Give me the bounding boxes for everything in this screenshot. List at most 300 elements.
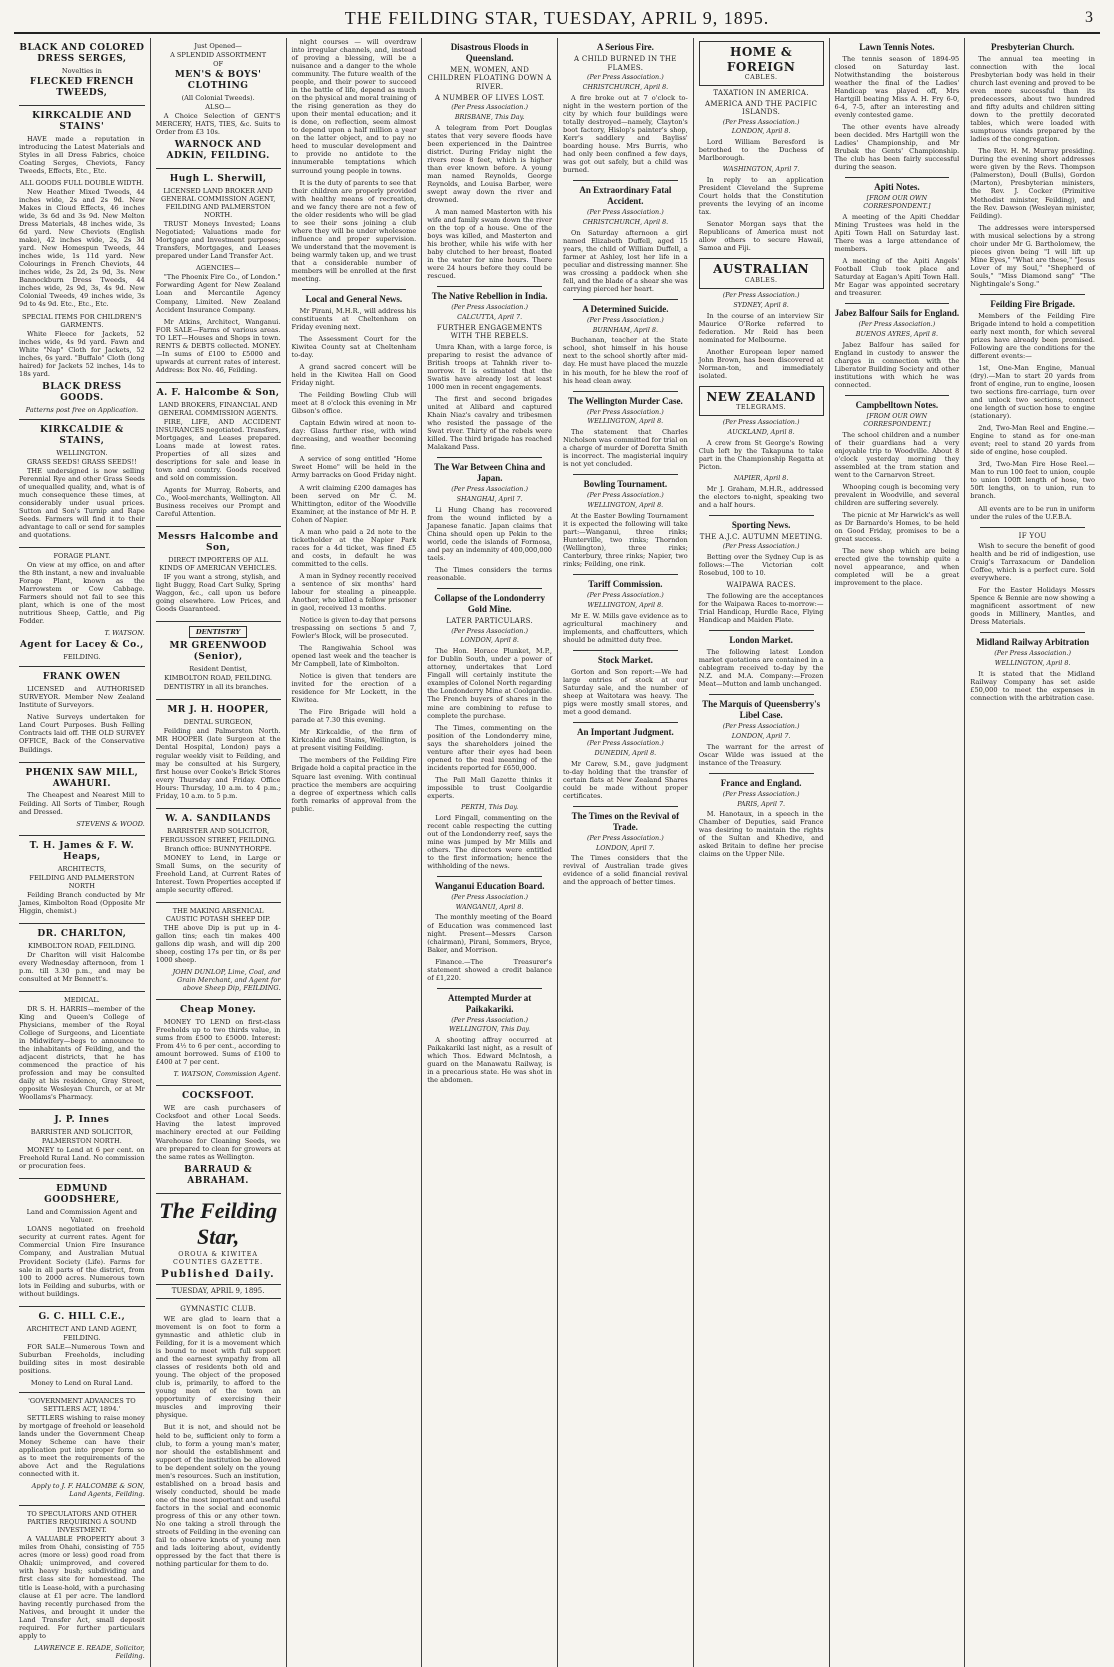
article-heading: Jabez Balfour Sails for England.	[834, 308, 960, 319]
ad-sheep-dip	[156, 903, 281, 1000]
ad-text: WE are cash purchasers of Cocksfoot and other Local Seeds. Having the latest improved machinery erected at our Feilding Warehouse for Cleaning Seeds, we are prepared to clean for growers at the same rates as Wellington.	[155, 1104, 281, 1161]
ad-text: Dr Charlton will visit Halcombe every Wednesday afternoon, from 1 p.m. till 3.30 p.m., and may be consulted at Mr Bennett's.	[19, 950, 145, 983]
ad-cheap-money	[156, 1000, 281, 1086]
article-heading: Disastrous Floods in Queensland.	[450, 42, 529, 63]
ad-heading: DR. CHARLTON,	[37, 928, 127, 939]
article-text: The new shop which are being erected give the township quite a novel appearance, and when completed will be a great improvement to the place.	[834, 547, 960, 588]
dateline: BUENOS AYRES, April 8.	[855, 330, 938, 339]
ad-line: ARCHITECT AND LAND AGENT,	[26, 1324, 137, 1333]
article-nz-telegrams	[699, 419, 824, 509]
divider	[573, 299, 678, 300]
article-text: Betting over the Sydney Cup is as follows:—The Victorian colt Rosebud, 100 to 10.	[698, 553, 824, 578]
ad-heading: Messrs Halcombe and Son,	[157, 532, 279, 554]
article-text: Li Hung Chang has recovered from the wound inflicted by a Japanese fanatic. Japan claims that China should open up Pekin to the world, cede the islands of Formosa, and pay an indemnity of 400,000,000 taels.	[427, 505, 553, 563]
press-association: (Per Press Association.)	[722, 290, 800, 299]
columns	[14, 38, 1100, 1660]
dateline: WELLINGTON, April 8.	[587, 417, 664, 426]
press-association: (Per Press Association.)	[451, 303, 528, 312]
article-heading: Presbyterian Church.	[991, 42, 1075, 52]
article-text: In reply to an application President Cleveland the Supreme Court holds that the Constitution prevents the levying of an income tax.	[698, 176, 824, 217]
ad-halcombe	[156, 383, 281, 527]
article-text: It is stated that the Midland Railway Company has set aside £50,000 to meet the expenses in connection with the arbitration case.	[970, 670, 1095, 703]
dateline: LONDON, April 7.	[596, 843, 655, 852]
ad-text: LICENSED and AUTHORISED SURVEYOR. Member New Zealand Institute of Surveyors.	[19, 685, 145, 710]
dateline: LONDON, April 8.	[460, 636, 519, 645]
article-heading: Attempted Murder at Paikakariki.	[447, 992, 532, 1014]
article-judgment	[563, 727, 688, 800]
article-text: Members of the Feilding Fire Brigade intend to hold a competition early next month, for which several prizes have already been promised. Following are the conditions for the different events:—	[970, 311, 1095, 360]
masthead	[14, 4, 1100, 34]
dateline: SYDNEY, April 8.	[733, 300, 789, 309]
article-text: The Times considers the terms reasonable.	[427, 566, 552, 583]
article-subheading: A CHILD BURNED IN THE FLAMES.	[574, 54, 677, 72]
divider	[437, 457, 542, 458]
article-text: The picnic at Mr Harwick's as well as Dr Barnardo's Homes, to be held on Good Friday, promises to be a great success.	[834, 510, 960, 544]
ad-subheading: 'GOVERNMENT ADVANCES TO SETTLERS ACT, 1894.'	[28, 1396, 136, 1413]
article-subheading: AMERICA AND THE PACIFIC ISLANDS.	[704, 99, 818, 117]
ad-hooper	[156, 700, 281, 808]
article-fire-brigade	[970, 299, 1095, 521]
article-text: The following are the acceptances for the Waipawa Races to-morrow:—Trial Handicap, Hurdle Race, Flying Handicap and Maiden Plate.	[698, 591, 824, 624]
article-taxation-america	[699, 89, 824, 252]
column-2	[150, 38, 286, 1667]
divider	[437, 988, 542, 989]
section-subtitle: CABLES.	[744, 73, 778, 82]
section-home-foreign-cables	[699, 41, 824, 86]
article-text: The other events have already been decided. Mrs Hartgill won the Ladies' Championship, and Mr Brubak the Gents' Championship. The club has been fairly successful during the season.	[834, 123, 960, 172]
ad-government-advances	[19, 1393, 145, 1506]
dateline: WANGANUI, April 8.	[455, 902, 524, 911]
ad-line: KIMBOLTON ROAD, FEILDING.	[28, 941, 136, 950]
ad-line: LICENSED LAND BROKER AND GENERAL COMMISSION AGENT, FEILDING AND PALMERSTON NORTH.	[160, 187, 276, 220]
article-text: Lord William Beresford is betrothed to the Duchess of Marlborough.	[698, 138, 824, 163]
article-text: Notice is given that tenders are invited for the erection of a residence for Mr Lockett, in the Kiwitea.	[291, 672, 417, 705]
ad-innes	[19, 1110, 145, 1179]
press-association: (Per Press Association.)	[587, 73, 664, 82]
ad-text: Native Surveys undertaken for Land Court Purposes. Bush Felling Contracts laid off. THE OLD SURVEY OFFICE, Back of the Conservative Buildings.	[19, 713, 145, 754]
paper-subtitle: OROUA & KIWITEA COUNTIES GAZETTE.	[173, 1250, 264, 1266]
section-title: HOME & FOREIGN	[726, 45, 796, 74]
press-association: (Per Press Association.)	[587, 591, 664, 600]
article-text: The Times, commenting on the position of the Londonderry mine, says the shareholders joined the venture after their eyes had been opened to the real meaning of the incidents reported for £650,000.	[427, 723, 552, 772]
divider	[845, 395, 950, 396]
ad-text: SETTLERS wishing to raise money by mortgage of freehold or leasehold lands under the Government Cheap Money Scheme can have their application put into proper form so as to meet the requirements of the above Act and the Regulations connected with it.	[19, 1413, 145, 1479]
divider	[573, 574, 678, 575]
ad-heading: KIRKCALDIE AND STAINS'	[32, 110, 132, 132]
page-number: 3	[1085, 9, 1094, 26]
article-heading: Local and General News.	[305, 293, 403, 304]
article-paikakariki	[427, 993, 552, 1085]
ad-line: FERGUSSON STREET, FEILDING.	[160, 835, 276, 844]
article-text: M. Hanotaux, in a speech in the Chamber of Deputies, said France was desiring to maintain the rights of the Sultan and Khedive, and asked Britain to define her precise claims on the Upper Nile.	[698, 810, 824, 859]
article-subheading: WAIPAWA RACES.	[726, 581, 796, 590]
ad-line: FEILDING AND PALMERSTON NORTH	[29, 873, 135, 890]
ad-subheading: ALL GOODS FULL DOUBLE WIDTH.	[19, 179, 144, 187]
divider	[709, 694, 814, 695]
ad-speculators	[19, 1506, 145, 1667]
press-association: (Per Press Association.)	[451, 1015, 528, 1024]
dateline: DUNEDIN, April 8.	[594, 748, 657, 757]
article-text: A shooting affray occurred at Paikakariki last night, as a result of which Thos. Edward McIntosh, a guard on the Manawatu Railway, is in a precarious state. He was shot in the abdomen.	[427, 1036, 552, 1085]
ad-sherwill	[156, 169, 281, 383]
article-midland-railway	[970, 637, 1095, 702]
ad-subheading: MEDICAL.	[64, 995, 100, 1004]
article-text: Another European leper named John Brown, has been discovered at Norman-ton, and immediately isolated.	[698, 347, 824, 380]
ad-heading: KIRKCALDIE & STAINS,	[40, 424, 124, 446]
article-text: The tennis season of 1894-95 closed on Saturday last. Notwithstanding the boisterous weather the final of the Ladies' Handicap was played off, Mrs Hartgill beating Miss A. H. Fry 6-0, 6-4, 7-5, after an interesting and evenly contested game.	[834, 54, 960, 120]
ad-phoenix-saw-mill	[19, 763, 145, 836]
article-heading: Feilding Fire Brigade.	[990, 298, 1075, 309]
article-text: Mr E. W. Mills gave evidence as to agricultural machinery and implements, and chaffcutters, which should be admitted duty free.	[563, 611, 688, 644]
ad-text: A VALUABLE PROPERTY about 3 miles from Ohahi, consisting of 755 acres (more or less) good road from Ohakii; unimproved, and covered with heavy bush; subdividing and first class site for homestead. The title is Lease-hold, with a purchasing clause at £1 per acre. The landlord having recently purchased from the Natives, and brought it under the Land Transfer Act, small deposit required. For further particulars apply to	[19, 1535, 145, 1640]
article-text: The Feilding Bowling Club will meet at 8 o'clock this evening in Mr Gibson's office.	[291, 391, 417, 416]
ad-heading: BLACK DRESS GOODS.	[42, 381, 122, 403]
article-text: 3rd, Two-Man Fire Hose Reel.—Man to run 100 feet to union, couple to union 100ft length of hose, two 50ft lengths, on to union, run to branch.	[970, 460, 1095, 501]
ad-line: A SPLENDID ASSORTMENT	[170, 51, 267, 60]
ad-kirkcaldie-stains	[19, 106, 145, 420]
ad-line: Land and Commission Agent and Valuer.	[26, 1208, 138, 1225]
article-gymnastic-club-cont	[292, 38, 417, 283]
dateline: WELLINGTON, April 8.	[994, 659, 1071, 668]
article-heading: An Extraordinary Fatal Accident.	[579, 184, 672, 206]
press-association: (Per Press Association.)	[587, 833, 664, 842]
ad-heading: Hugh L. Sherwill,	[169, 174, 267, 185]
divider	[980, 632, 1085, 633]
ad-heading: Cheap Money.	[179, 1005, 257, 1016]
article-text: Gorton and Son report:—We had large entries of stock at our Saturday sale, and the number of sheep at Waitotara was heavy. The pigs were mostly small stores, and met a good demand.	[563, 667, 688, 716]
dateline: CALCUTTA, April 7.	[457, 313, 523, 322]
ad-signature: Apply to J. F. HALCOMBE & SON, Land Agents, Feilding.	[31, 1482, 145, 1499]
article-text: The Assessment Court for the Kiwitea County sat at Cheltenham to-day.	[291, 335, 417, 360]
article-text: Umra Khan, with a large force, is preparing to resist the advance of British troops at Tahnkh river to-morrow. It is estimated that the Swatis have already lost at least 1000 men in recent engagements.	[427, 342, 552, 392]
ad-text: DENTISTRY in all its branches.	[163, 683, 269, 692]
article-text: A meeting of the Apiti Cheddar Mining Trustees was held in the Apiti Town Hall on Saturday last. There was a large attendance of members.	[834, 213, 960, 254]
ad-heading: WARNOCK AND ADKIN, FEILDING.	[166, 140, 270, 162]
article-text: Captain Edwin wired at noon to-day: Glass further rise, with wind decreasing, and weather becoming fine.	[291, 419, 417, 452]
ad-line: WELLINGTON.	[56, 448, 108, 457]
divider	[437, 588, 542, 589]
article-text: But it is not, and should not be held to be, sufficient only to form a club, to form a young man's mater, nor should the establishment and support of the institution be allowed to be dependent solely on the young men's resources. Such an institution, established on a broad basis and wisely conducted, should be made one of the most important and useful factors in the social and economic progress of this or any other town. No one taking a stroll through the streets of Feilding in the evening can fail to observe knots of young men and lads loitering about, evidently oppressed by the fact that there is nothing particular for them to do.	[155, 1423, 281, 1568]
paper-masthead	[156, 1194, 281, 1303]
dateline: BRISBANE, This Day.	[454, 112, 525, 121]
article-text: Whooping cough is becoming very prevalent in Woodville, and several children are suffering severely.	[834, 482, 960, 507]
divider	[709, 630, 814, 631]
column-1	[14, 38, 150, 1667]
article-heading: Apiti Notes.	[874, 182, 920, 193]
ad-dress-serges	[19, 38, 145, 106]
divider	[709, 515, 814, 516]
article-text: WE are glad to learn that a movement is on foot to form a gymnastic and athletic club in Feilding, for it is a movement which is bound to meet with full support and the earnest sympathy from all classes of residents both old and young. The object of the proposed club is, primarily, to afford to the young men of the town an opportunity of exercising their muscles and improving their physique.	[155, 1315, 281, 1420]
ad-note: Patterns post free on Application.	[25, 405, 139, 414]
article-text: Mr Carew, S.M., gave judgment to-day holding that the transfer of certain flats at New Zealand Shares could be made without proper certificates.	[563, 759, 688, 800]
article-serious-fire	[563, 42, 688, 174]
article-text: The Pall Mall Gazette thinks it impossible to trust Coolgardie experts.	[427, 775, 552, 800]
ad-line: DIRECT IMPORTERS OF ALL KINDS OF AMERICAN VEHICLES.	[159, 556, 277, 573]
ad-text: "The Phoenix Fire Co., of London." Forwarding Agent for New Zealand Loan and Mercantile Agency Company, Limited. New Zealand Accident Insurance Company.	[155, 273, 281, 314]
divider	[573, 391, 678, 392]
article-text: Finance.—The Treasurer's statement showed a credit balance of £1,220.	[427, 957, 552, 982]
ad-text: FIRE, LIFE, AND ACCIDENT INSURANCES negotiated. Transfers, Mortgages, and Leases prepared. Loans made at lowest rates. Properties of all sizes and descriptions for sale and lease in town and country. Goods received and sold on commission.	[155, 417, 281, 483]
ad-heading: COCKSFOOT.	[182, 1091, 255, 1102]
section-title: AUSTRALIAN	[713, 262, 810, 277]
article-heading: London Market.	[729, 634, 793, 645]
section-subtitle: CABLES.	[744, 276, 778, 285]
article-text: The first and second brigades united at Alibard and captured Khain Niaz's cavalry and tribesmen who resisted the passage of the Swat river. Thirty of the rebels were killed. The third brigade has reached Malakand Pass.	[427, 395, 552, 452]
article-text: A crew from St George's Rowing Club left by the Takapuna to take part in the Championship Regatta at Picton.	[698, 438, 824, 471]
article-text: The school children and a number of their guardians had a very enjoyable trip to Woodville. About 8 o'clock yesterday morning they assembled at the tram station and went to the Carnarvon Street.	[834, 430, 960, 479]
press-association: (Per Press Association.)	[722, 722, 800, 730]
ad-line: Branch office: BUNNYTHORPE.	[164, 844, 272, 853]
ad-text: THE above Dip is put up in 4-gallon tins; each tin makes 400 gallons dip wash, and will dip 200 sheep, costing 17s per tin, or 8s per 1000 sheep.	[155, 923, 281, 965]
ad-subheading: TO SPECULATORS AND OTHER PARTIES REQUIRING A SOUND INVESTMENT.	[27, 1510, 137, 1535]
article-heading: A Determined Suicide.	[582, 303, 669, 314]
dateline: CHRISTCHURCH, April 8.	[582, 217, 669, 226]
ad-line: Resident Dentist,	[189, 665, 248, 674]
press-association: (Per Press Association.)	[994, 649, 1071, 658]
press-association: (Per Press Association.)	[451, 626, 528, 635]
divider	[980, 294, 1085, 295]
ad-hill	[19, 1307, 145, 1393]
ad-signature: T. WATSON, Commission Agent.	[173, 1070, 281, 1079]
article-sporting-news	[699, 520, 824, 624]
ad-signature: T. WATSON.	[104, 629, 145, 638]
divider	[573, 806, 678, 807]
article-france-england	[699, 778, 824, 859]
article-queensland-floods	[427, 42, 552, 280]
press-association: (Per Press Association.)	[722, 117, 800, 126]
article-heading: An Important Judgment.	[576, 727, 674, 737]
ad-heading: FRANK OWEN	[42, 672, 121, 683]
article-text: The monthly meeting of the Board of Education was commenced last night. Present—Messrs Carson (chairman), Pirani, Sommers, Bryce, Baker, and Morrison.	[427, 913, 552, 954]
article-text: The Fire Brigade will hold a parade at 7.30 this evening.	[291, 708, 417, 725]
dateline: NAPIER, April 8.	[733, 473, 789, 482]
dateline: LONDON, April 7.	[731, 731, 791, 740]
ad-heading: Agent for Lacey & Co.,	[19, 640, 144, 651]
press-association: (Per Press Association.)	[587, 207, 664, 216]
article-text: A service of song entitled "Home Sweet Home" will be held in the Army barracks on Good Friday night.	[291, 455, 417, 480]
masthead-title: THE FEILDING STAR, TUESDAY, APRIL 9, 1895.	[344, 7, 770, 28]
article-text: Jabez Balfour has sailed for England in custody to answer the charges in connection with the Liberator Building Society and other institutions with which he was connected.	[834, 340, 960, 390]
article-jabez-balfour	[835, 308, 960, 389]
dateline: PERTH, This Day.	[461, 802, 519, 811]
ad-line: Just Opened—	[194, 42, 242, 50]
ad-heading: PHŒNIX SAW MILL, AWAHURI.	[25, 767, 139, 789]
column-8	[964, 38, 1100, 1667]
article-text: A writ claiming £200 damages has been served on Mr C. M. Whittington, editor of the Woodville Examiner, at the instance of Mr H. P. Cohen of Napier.	[291, 483, 417, 524]
ad-line: KIMBOLTON ROAD, FEILDING.	[164, 674, 272, 683]
article-text: The Rangiwahia School was opened last week and the teacher is Mr Campbell, late of Kimbolton.	[291, 644, 417, 669]
article-wanganui-education	[427, 881, 552, 982]
ad-kirkcaldie-wellington	[19, 420, 145, 548]
ad-signature: JOHN DUNLOP, Lime, Coal, and Grain Merchant, and Agent for above Sheep Dip, FEILDING.	[172, 968, 281, 993]
article-heading: Tariff Commission.	[588, 579, 663, 590]
press-association: (Per Press Association.)	[587, 491, 664, 500]
divider	[302, 289, 407, 290]
article-text: The Times considers that the revival of Australian trade gives evidence of a solid financial revival and the approach of better times.	[563, 854, 688, 887]
press-association: (Per Press Association.)	[722, 789, 800, 798]
article-text: Mr Kirkcaldie, of the firm of Kirkcaldie and Stains, Wellington, is at present visiting Feilding.	[291, 728, 417, 753]
ad-signature: LAWRENCE E. READE, Solicitor, Feilding.	[34, 1643, 145, 1660]
ad-line: Novelties in	[61, 66, 102, 75]
ad-line: PALMERSTON NORTH.	[41, 1137, 122, 1146]
ad-line: ALSO—	[205, 103, 231, 112]
article-lawn-tennis	[835, 42, 960, 171]
article-subheading: LATER PARTICULARS.	[446, 617, 533, 626]
ad-subheading: THE MAKING ARSENICAL CAUSTIC POTASH SHEEP DIP.	[165, 906, 271, 923]
dateline: WELLINGTON, April 8.	[587, 600, 664, 609]
article-text: 1st, One-Man Engine, Manual (dry).—Man to start 20 yards from front of engine, run to engine, loosen two sections fire-carriage, turn over and unlock two sections, connect one length of suction hose to engine (stationary).	[970, 364, 1095, 421]
dentistry-badge: DENTISTRY	[189, 626, 247, 638]
ad-heading: W. A. SANDILANDS	[165, 813, 272, 824]
article-heading: IF YOU	[1018, 531, 1047, 540]
paper-date: TUESDAY, APRIL 9, 1895.	[156, 1284, 281, 1299]
correspondent-line: [FROM OUR OWN CORRESPONDENT.]	[863, 412, 931, 428]
column-3	[286, 38, 422, 1667]
dateline: WELLINGTON, April 8.	[587, 501, 664, 510]
ad-text: FOR SALE—Numerous Town and Suburban Freeholds, including building sites in most desirable positions.	[19, 1342, 145, 1375]
article-text: The warrant for the arrest of Oscar Wilde was issued at the instance of the Treasury.	[698, 742, 824, 767]
article-text: The following latest London market quotations are contained in a cablegram received to-day by the N.Z. and M.A. Company:—Frozen Meat—Mutton and lamb unchanged.	[698, 647, 824, 689]
ad-heading: BLACK AND COLORED DRESS SERGES,	[19, 43, 145, 64]
ad-text: MONEY to Lend, in Large or Small Sums, on the security of Freehold Land, at Current Rates of Interest. Town Properties accepted if ample security offered.	[155, 853, 281, 894]
ad-heading: BARRAUD & ABRAHAM.	[184, 1164, 253, 1186]
column-6	[693, 38, 829, 1667]
ad-line: Money to Lend on Rural Land.	[30, 1378, 133, 1387]
ad-text: MONEY TO LEND on first-class Freeholds up to two thirds value, in sums from £500 to £5000. Interest: From 4½ to 6 per cent., according to amount borrowed. Sums of £100 to £400 at 7 per cent.	[155, 1018, 281, 1067]
press-association: (Per Press Association.)	[587, 407, 664, 416]
article-text: Mr Pirani, M.H.R., will address his constituents at Cheltenham on Friday evening next.	[291, 306, 417, 331]
article-heading: France and England.	[720, 777, 802, 788]
ad-line: ARCHITECTS,	[57, 864, 106, 873]
article-text: A man who paid a 2d note to the ticketholder at the Napier Park races for a 4d ticket, was fined £5 and costs, in default he was committed to the cells.	[291, 527, 417, 568]
ad-line: FEILDING.	[63, 1333, 101, 1342]
article-text: The Hon. Horace Plunket, M.P., for Dublin South, under a power of attorney, undertakes that Lord Fingall will certainly institute the examples of Colonel North regarding the Londonderry Mine at Coolgardie. The French buyers of shares in the mine are combining to refuse to complete the purchase.	[427, 647, 552, 720]
ad-greenwood	[156, 622, 281, 700]
ad-vehicles	[156, 527, 281, 622]
article-heading: The Times on the Revival of Trade.	[571, 810, 680, 832]
press-association: (Per Press Association.)	[587, 738, 664, 747]
article-text: In the course of an interview Sir Maurice O'Rorke referred to federation. Mr Reid has been nominated for Melbourne.	[698, 311, 824, 344]
article-text: The annual tea meeting in connection with the local Presbyterian body was held in their church last evening and proved to be even more successful than its predecessors, about two hundred and fifty adults and children sitting down to the prettily decorated tables, which were loaded with sumptuous viands prepared by the ladies of the congregation.	[970, 54, 1095, 144]
press-association: (Per Press Association.)	[451, 103, 528, 112]
column-4	[421, 38, 557, 1667]
divider	[845, 177, 950, 178]
column-7	[829, 38, 965, 1667]
ad-line: (All Colonial Tweeds).	[181, 94, 255, 103]
ad-cocksfoot	[156, 1086, 281, 1193]
ad-text: MONEY to Lend at 6 per cent. on Freehold Rural Land. No commission or procuration fees.	[19, 1146, 145, 1171]
divider	[980, 527, 1085, 528]
dateline: WELLINGTON, This Day.	[449, 1025, 531, 1034]
article-text: 2nd, Two-Man Reel and Engine.—Engine to stand as for one-man event; reel to stand 20 yards from side of engine, hose coupled.	[970, 424, 1095, 457]
ad-heading: G. C. HILL C.E.,	[38, 1311, 126, 1322]
article-text: Wish to secure the benefit of good health and be rid of indigestion, use Craig's Tarraxacum or Dandelion Coffee, which is a perfect cure. Sold everywhere.	[970, 542, 1095, 583]
column-5	[557, 38, 693, 1667]
ad-subheading: FORAGE PLANT.	[53, 552, 111, 560]
section-australian-cables	[699, 258, 824, 288]
ad-line: BARRISTER AND SOLICITOR,	[166, 826, 270, 835]
article-londonderry	[427, 593, 552, 870]
article-heading: A Serious Fire.	[596, 42, 654, 52]
article-text: A man in Sydney recently received a sentence of six months' hard labour for stealing a pineapple. Another, who killed a fellow prisoner in gaol, received 13 months.	[291, 571, 417, 612]
article-china-japan	[427, 462, 552, 582]
article-text: For the Easter Holidays Messrs Spence & Bennie are now showing a magnificent assortment of new goods in Millinery, Mantles, and Dress Materials.	[970, 586, 1095, 627]
article-heading: The Native Rebellion in India.	[431, 291, 548, 302]
article-stock-market	[563, 655, 688, 716]
article-london-market	[699, 635, 824, 688]
ad-line: LAND BROKERS, FINANCIAL AND GENERAL COMMISSION AGENTS.	[158, 400, 278, 417]
article-heading: Wanganui Education Board.	[434, 880, 545, 891]
article-text: A grand sacred concert will be held in the Kiwitea Hall on Good Friday night.	[291, 363, 417, 388]
article-text: night courses — will overdraw into irregular channels, and, instead of proving a blessing, will be a nuisance and a danger to the whole community. The future wealth of the people, and their power to succeed in the battle of life, depend as much on the physical and moral training of the rising generation as they do upon their mental education; and it is done, on reflection, seem almost to depend upon a half million a year on the latter object, and to pay no heed to muscular development and to provide no antidote to the innumerable temptations which surround young people in towns.	[291, 38, 417, 175]
ad-text: HAVE made a reputation in introducing the Latest Materials and Styles in all Dress Fabrics, choice Coating Serges, Cheviots, Fancy Tweeds, Effects, Etc., Etc.	[19, 134, 145, 175]
ad-heading: J. P. Innes	[54, 1115, 110, 1126]
ad-heading: MR J. H. HOOPER,	[167, 705, 269, 716]
article-local-news	[292, 294, 417, 813]
ad-text: IF you want a strong, stylish, and light Buggy, Road Cart Sulky, Spring Waggon, &c., call upon us before going elsewhere. Low Prices, and Goods Guaranteed.	[155, 573, 281, 614]
ad-frank-owen	[19, 667, 145, 762]
article-text: At the Easter Bowling Tournament it is expected the following will take part:—Wanganui, three rinks; Hunterville, two rinks; Thorndon (Wellington), three rinks; Canterbury, three rinks; Napier, two rinks; Feilding, one rink.	[563, 511, 688, 569]
press-association: (Per Press Association.)	[858, 320, 936, 329]
ad-james-heaps	[19, 836, 145, 924]
article-heading: GYMNASTIC CLUB.	[180, 1304, 256, 1313]
article-heading: Campbelltown Notes.	[855, 400, 939, 411]
dateline: PARIS, April 7.	[737, 799, 786, 808]
article-murder-case	[563, 396, 688, 469]
article-text: The statement that Charles Nicholson was committed for trial on a charge of murder of Doretta Smith is incorrect. The magisterial inquiry is not yet concluded.	[563, 428, 688, 469]
ad-heading: MR GREENWOOD (Senior),	[169, 641, 267, 663]
article-text: The addresses were interspersed with musical selections by a strong choir under Mr G. Bartholomew, the pieces given being "I will lift up Mine Eyes," "What are these," "Jesus Lover of my Soul," "Shepherd of Souls," "Miss Diamond sang" "The Nightingale's Song."	[970, 223, 1095, 288]
ad-line: FEILDING.	[63, 653, 101, 662]
ad-text: Feilding Branch conducted by Mr James, Kimbolton Road (Opposite Mr Higgin, chemist.)	[19, 890, 145, 915]
article-heading: The War Between China and Japan.	[434, 462, 546, 484]
ad-text: The Cheapest and Nearest Mill to Feilding. All Sorts of Timber, Rough and Dressed.	[19, 791, 145, 816]
article-text: All events are to be run in uniform under the rules of the U.F.B.A.	[970, 504, 1095, 521]
ad-heading: A. F. Halcombe & Son,	[156, 387, 280, 398]
ad-sandilands	[156, 809, 281, 903]
ad-forage-plant	[19, 548, 145, 667]
divider	[573, 474, 678, 475]
article-fatal-accident	[563, 185, 688, 293]
ad-clothing	[156, 38, 281, 169]
ad-text: DR S. H. HARRIS—member of the King and Queen's College of Physicians, member of the Royal College of Surgeons, and Licentiate in Midwifery—begs to announce to the inhabitants of Feilding, and the adjacent districts, that he has commenced the practice of his profession and may be consulted daily at his residence, Gray Street, opposite Wesleyan Church, or at Mr Woollams's Pharmacy.	[19, 1004, 145, 1102]
ad-text: Mr Atkins, Architect, Wanganui. FOR SALE—Farms of various areas. TO LET—Houses and Shops in town. RENTS & DEBTS collected. MONEY.—In sums of £100 to £5000 and upwards at current rates of interest. Address: Box No. 46, Feilding.	[155, 317, 281, 374]
press-association: (Per Press Association.)	[722, 418, 800, 427]
article-campbelltown	[835, 400, 960, 587]
article-heading: The Marquis of Queensberry's Libel Case.	[702, 699, 821, 721]
article-text: The Rev. H. M. Murray presiding. During the evening short addresses were given by the Revs. Thompson (Palmerston), Doull (Bulls), Gordon (Marton), Presbyterian ministers, the Rev. J. Cocker (Primitive Methodist minister, Feilding), and the Rev. Dawson (Wesleyan minister, Feilding).	[970, 147, 1095, 220]
ad-text: LOANS negotiated on freehold security at current rates. Agent for Commercial Union Fire Insurance Company, and Australian Mutual Provident Society (Life). Farms for sale in all parts of the district, from 100 to 2000 acres. Numerous town lots in Feilding and suburbs, with or without buildings.	[19, 1225, 145, 1298]
dateline: WASHINGTON, April 7.	[722, 165, 800, 174]
ad-text: THE undersigned is now selling Perennial Rye and other Grass Seeds of unequalled quality, and, what is of much consequence these times, at considerably under usual prices. Sutton and Son's Turnip and Rape Seeds. Farmers will find it to their advantage to call or send for samples and quotations.	[19, 466, 145, 539]
divider	[437, 876, 542, 877]
press-association: (Per Press Association.)	[451, 485, 528, 494]
paper-published: Published Daily.	[161, 1268, 276, 1280]
article-times-trade	[563, 811, 688, 887]
article-text: Senator Morgan says that the Republicans of America must not allow others to secure Hawaii, Samoa and Fiji.	[698, 220, 824, 253]
article-heading: Stock Market.	[597, 654, 653, 665]
article-heading: Lawn Tennis Notes.	[859, 42, 935, 52]
ad-text: New Heather Mixed Tweeds, 44 inches wide, 2s and 2s 9d. New Makes in Cloud Effects, 46 inches wide, 3s 6d and 3s 9d. New Melton Dress Materials, 48 inches wide, 3s 6d yard. New Cheviots (English make), 42 inches wide, 2s, 2s 3d yard. New Homespun Tweeds, 44 inches wide, 1s 11d yard. New Colourings in French Cheviots, 44 inches wide, 2s 2d, 2s 9d, 3s. New Bannockburn Dress Tweeds, 44 inches wide, 2s 9d, 3s, 4s 9d. New Colonial Tweeds, 49 inches wide, 3s 9d to 4s 9d. Etc., Etc., Etc.	[19, 188, 145, 309]
divider	[573, 650, 678, 651]
press-association: (Per Press Association.)	[451, 892, 528, 901]
article-apiti-notes	[835, 182, 960, 297]
article-heading: Collapse of the Londonderry Gold Mine.	[434, 593, 545, 615]
paper-title: The Feilding Star,	[159, 1197, 278, 1250]
section-new-zealand-telegrams	[699, 386, 824, 416]
ad-text: TRUST Moneys Invested; Loans Negotiated; Valuations made for Mortgage and Investment purposes; Transfers, Mortgages, and Leases prepared under Land Transfer Act.	[155, 220, 281, 261]
ad-line: BARRISTER AND SOLICITOR,	[30, 1128, 133, 1137]
